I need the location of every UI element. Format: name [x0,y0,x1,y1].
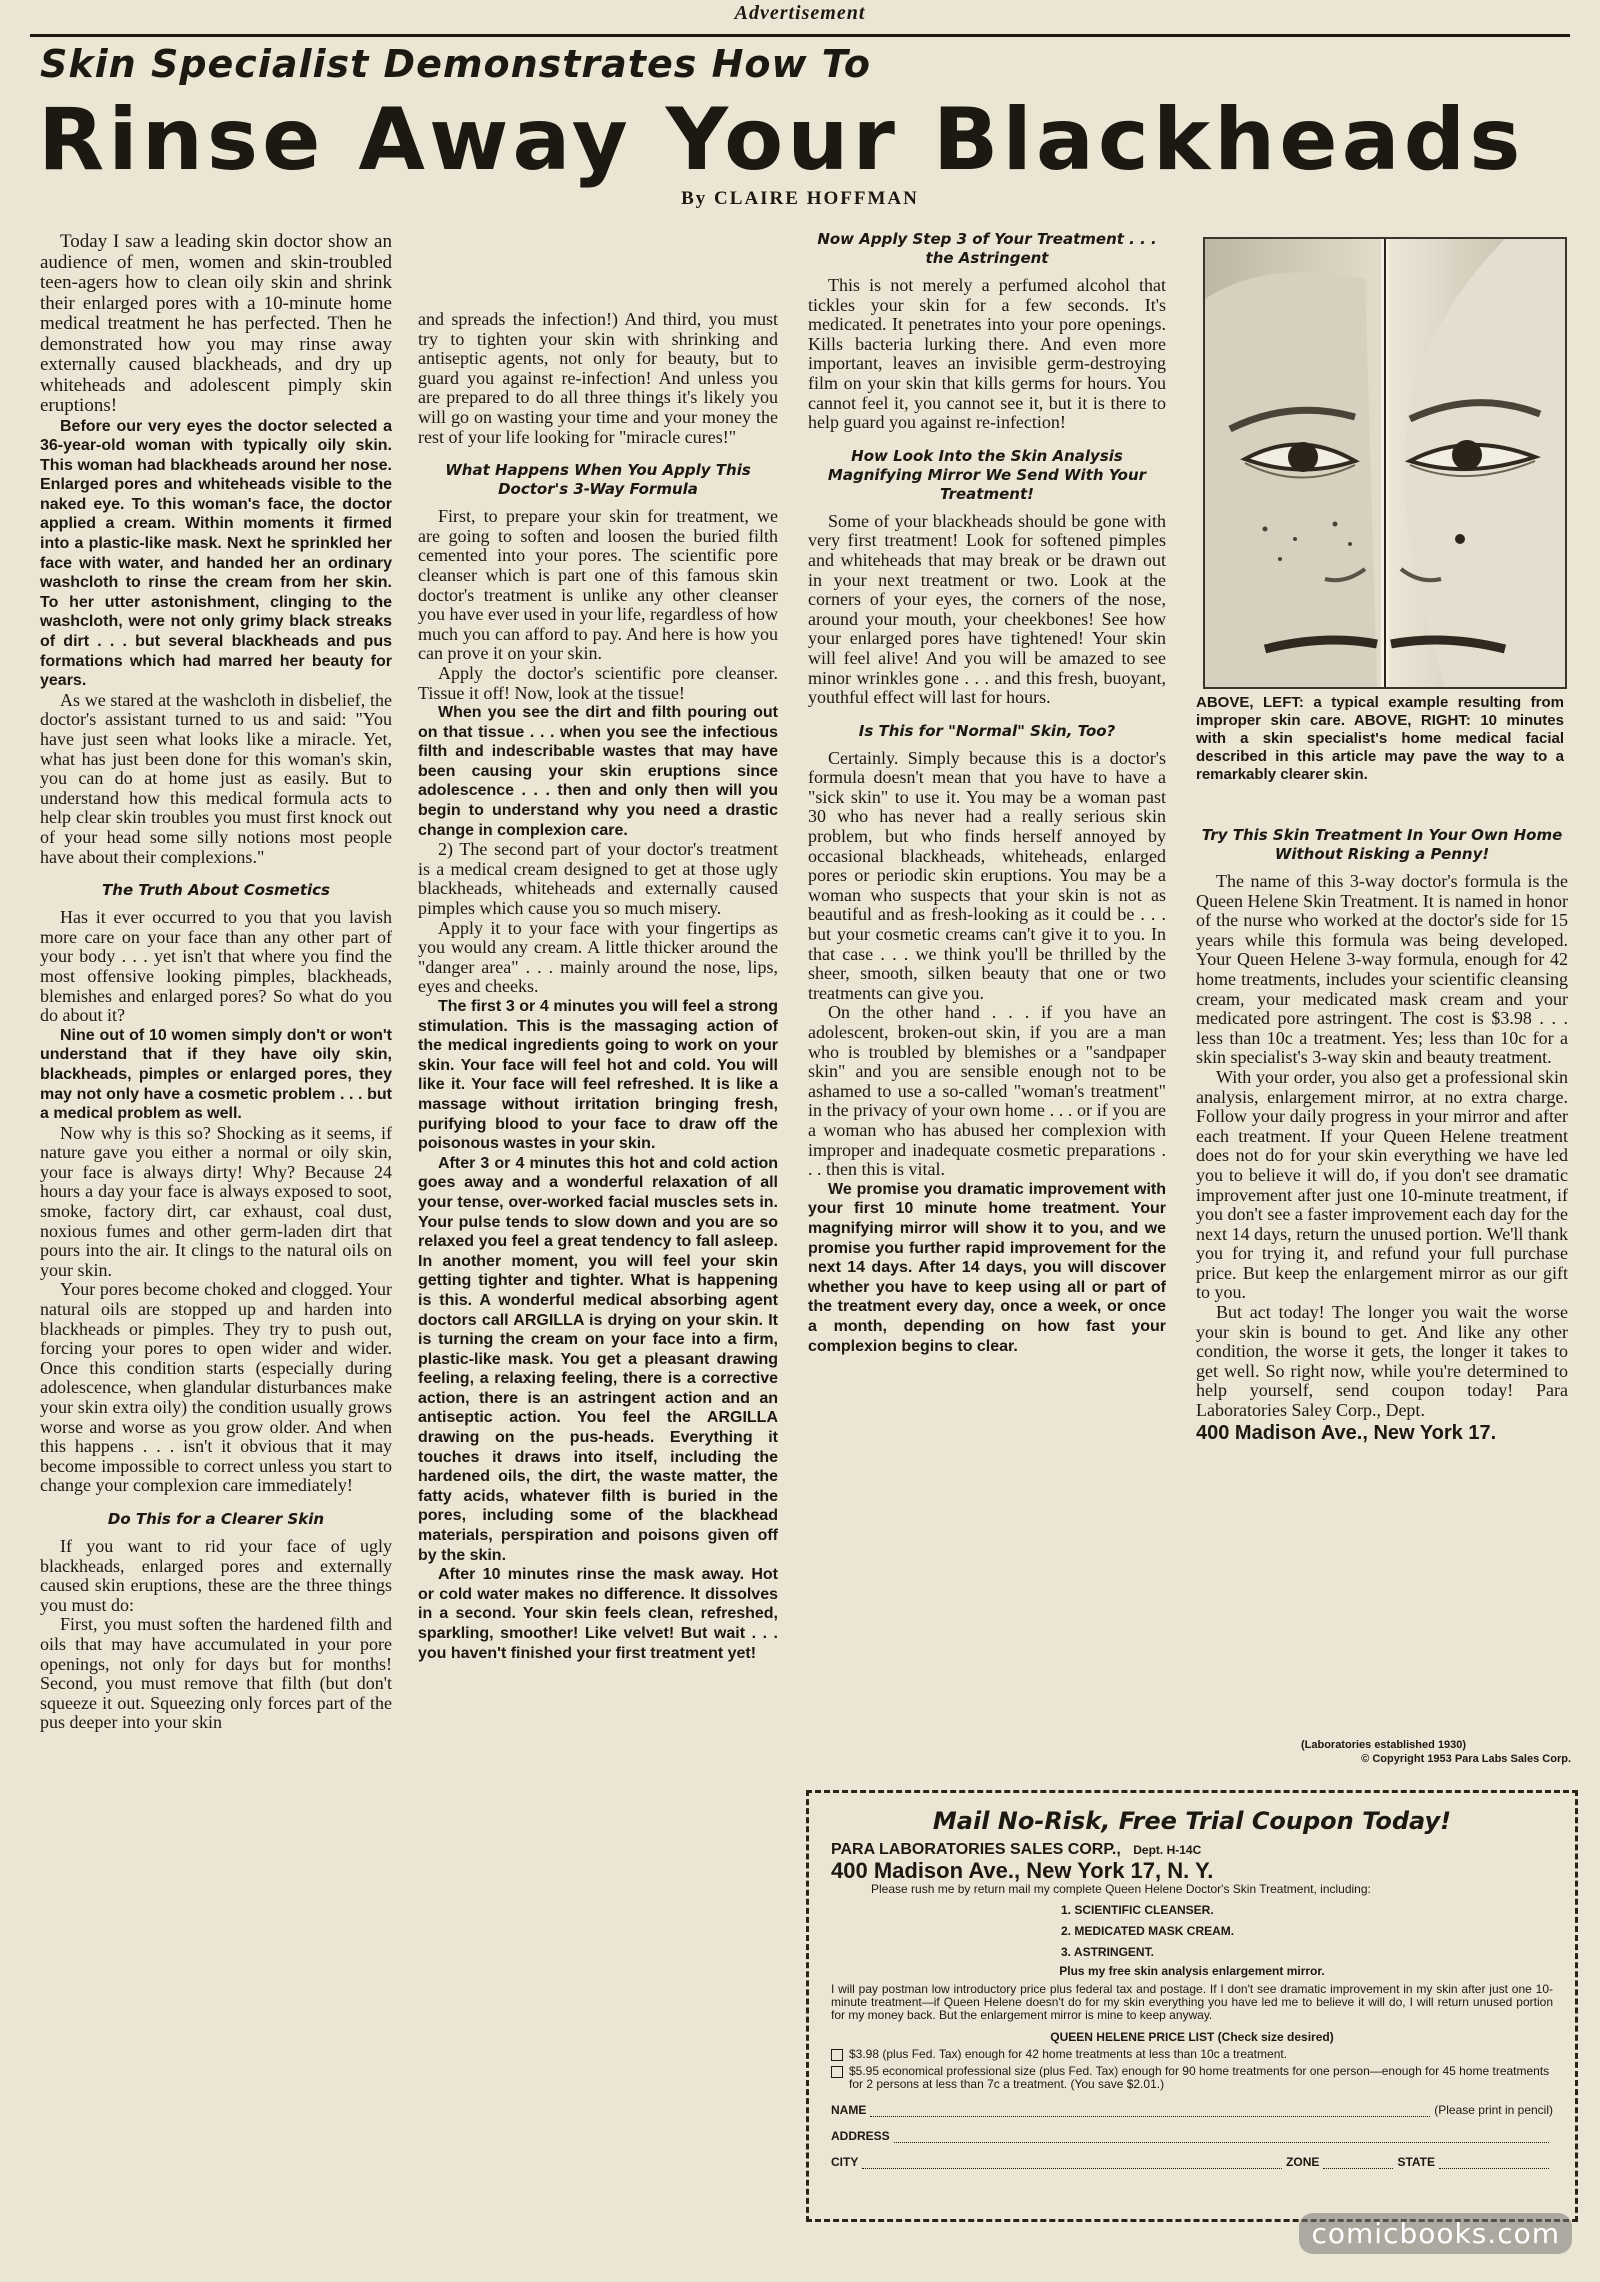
order-coupon[interactable] [806,1790,1578,2222]
price-option-1[interactable] [831,2048,1553,2061]
paragraph: Your pores become choked and clogged. Your natural oils are stopped up and harden into blackheads or pimples. They try to push out, forcing your pores to open wider and wider. Once this condition starts (especially during adolescence, when glandular disturbances make your skin extra oily) the condition usually grows worse and worse as you grow older. And when this happens . . . isn't it obvious that it may become impossible to correct unless you start to change your complexion care immediately! [40,1279,392,1496]
state-input-line[interactable] [1439,2158,1549,2169]
paragraph: Certainly. Simply because this is a doctor's formula doesn't mean that you have to have a "sick skin" to use it. You may be a woman past 30 who has never had a really serious skin problem, but who finds herself annoyed by occasional blackheads, whiteheads, enlarged pores or periodic skin eruptions. You may be a woman who suspects that your skin is not as beautiful and as fresh-looking as it could be . . . but your cosmetic creams can't give it to you. In that case . . . we think you'll be thrilled by the sheer, smooth, silken beauty that one or two treatments can give you. [808,747,1166,1003]
coupon-plus: Plus my free skin analysis enlargement mirror. [1059,1964,1325,1978]
city-input-line[interactable] [862,2158,1282,2169]
footnote [1196,1738,1571,1766]
coupon-item: 2. MEDICATED MASK CREAM. [1061,1924,1235,1938]
price-option-1-text: $3.98 (plus Fed. Tax) enough for 42 home treatments at less than 10c a treatment. [849,2047,1288,2061]
coupon-item: 1. SCIENTIFIC CLEANSER. [1061,1903,1214,1917]
paragraph: 2) The second part of your doctor's treatment is a medical cream designed to get at those ugly blackheads, whiteheads and externally caused pimples which cause you so much misery. [418,839,778,919]
paragraph: After 3 or 4 minutes this hot and cold action goes away and a wonderful relaxation of all your tense, over-worked facial muscles sets in. Your pulse tends to slow down and you are so relaxed you feel a great tendency to fall asleep. In another moment, you will feel your skin getting tighter and tighter. What is happening is this. A wonderful medical absorbing agent doctors call ARGILLA is drying on your skin. It is turning the cream on your face into a firm, plastic-like mask. You get a pleasant drawing feeling, a relaxing feeling, there is a corrective action, there is an astringent action and an antiseptic action. You feel the ARGILLA drawing on the pus-heads. Everything it touches it draws into itself, including the hardened oils, the dirt, the waste matter, the fatty acids, whatever filth is buried in the pores, including some of the blackhead materials, perspiration and poisons given off by the skin. [418,1154,778,1564]
paragraph: Apply it to your face with your fingertips as you would any cream. A little thicker around the "danger area" . . . mainly around the nose, lips, eyes and cheeks. [418,917,778,997]
subhead: Is This for "Normal" Skin, Too? [858,721,1116,740]
subhead: Now Apply Step 3 of Your Treatment . . . the Astringent [817,230,1157,267]
price-option-2[interactable] [831,2065,1553,2091]
subhead: What Happens When You Apply This Doctor's 3-Way Formula [445,461,751,499]
city-field[interactable] [831,2155,1553,2169]
paragraph: and spreads the infection!) And third, you must try to tighten your skin with shrinking and antiseptic agents, not only for beauty, but to guard you against re-infection! And unless you are prepared to do all three things it's likely you will go on wasting your time and your money the rest of your life looking for "miracle cures!" [418,309,778,447]
coupon-item: 3. ASTRINGENT. [1061,1945,1154,1959]
paragraph: Has it ever occurred to you that you lavish more care on your face than any other part of your body . . . yet isn't that where you find the most offensive looking pimples, blackheads, blemishes and enlarged pores? So what do you do about it? [40,907,392,1026]
checkbox-option-2[interactable] [831,2066,843,2078]
paragraph: Nine out of 10 women simply don't or won't understand that if they have oily skin, blackheads, pimples or enlarged pores, they may not only have a cosmetic problem . . . but a medical problem as well. [40,1026,392,1123]
paragraph: First, you must soften the hardened filth and oils that may have accumulated in your pore openings, not only for days but for months! Second, you must remove that filth (but don't squeeze it out. Squeezing only forces part of the pus deeper into your skin [40,1614,392,1733]
paragraph: If you want to rid your face of ugly blackheads, enlarged pores and externally caused skin eruptions, these are the three things you must do: [40,1535,392,1615]
column-3 [808,228,1166,1356]
paragraph: Now why is this so? Shocking as it seems, if nature gave you either a normal or oily skin, your face is always dirty! Why? Because 24 hours a day your face is always exposed to soot, smoke, factory dirt, car exhaust, coal dust, noxious fumes and other germ-laden dirt that pours into the air. It clings to the natural oils on your skin. [40,1122,392,1280]
paragraph: Before our very eyes the doctor selected a 36-year-old woman with typically oily skin. This woman had blackheads around her nose. Enlarged pores and whiteheads visible to the naked eye. To this woman's face, the doctor applied a cream. Within moments it firmed into a plastic-like mask. Next he sprinkled her face with water, and handed her an ordinary washcloth to rinse the cream from her skin. To her utter astonishment, clinging to the washcloth, were not only grimy black streaks of dirt . . . but several blackheads and pus formations which had marred her beauty for years. [40,417,392,690]
city-label: CITY [831,2155,859,2169]
column-2 [418,310,778,1663]
price-option-2-text: $5.95 economical professional size (plus Fed. Tax) enough for 90 home treatments for one person—enough for 45 home treatments for 2 persons at less than 7c a treatment. (You save $2.01.) [849,2064,1550,2091]
coupon-address: 400 Madison Ave., New York 17, N. Y. [831,1858,1214,1883]
coupon-terms: I will pay postman low introductory price plus federal tax and postage. If I don't see dramatic improvement in my skin after just one 10-minute treatment—if Queen Helene doesn't do for my skin everything you have led me to believe it will do, I will return unused portion for my money back. But the enlargement mirror is mine to keep anyway. [831,1982,1553,2022]
zone-label: ZONE [1286,2155,1320,2169]
headline: Rinse Away Your Blackheads [38,90,1525,190]
advertisement-label: Advertisement [734,2,866,24]
address-field[interactable] [831,2129,1553,2143]
state-label: STATE [1397,2155,1435,2169]
subhead: The Truth About Cosmetics [102,881,330,900]
coupon-firm [831,1841,1553,1859]
coupon-items [831,1900,1553,1963]
kicker: Skin Specialist Demonstrates How To [40,42,871,86]
watermark: comicbooks.com [1299,2213,1572,2254]
address-input-line[interactable] [894,2132,1549,2143]
paragraph: With your order, you also get a professional skin analysis, enlargement mirror, at no extra charge. Follow your daily progress in your mirror and after each treatment. If your Queen Helene treatment does not do for your skin everything we have led you to believe it will do, if you don't see dramatic improvement after just one 10-minute treatment, if you don't see a faster improvement each day for the next 14 days, return the unused portion. We'll thank you for trying it, and refund your full purchase price. But keep the enlargement mirror as our gift to you. [1196,1066,1568,1303]
checkbox-option-1[interactable] [831,2049,843,2061]
paragraph: When you see the dirt and filth pouring out on that tissue . . . when you see the infectious filth and indescribable wastes that may have been causing your skin eruptions since adolescence . . . then and only then will you begin to understand why you need a drastic change in complexion care. [418,704,778,839]
paragraph: Some of your blackheads should be gone with very first treatment! Look for softened pimples and whiteheads that may break or be drawn out in your next treatment or two. Look at the corners of your eyes, the corners of the nose, around your mouth, your cheekbones! See how your enlarged pores have tightened! Your skin will feel alive! And you will be amazed to see minor wrinkles gone . . . and this fresh, buoyant, youthful effect will last for hours. [808,510,1166,708]
column-1 [40,232,392,1733]
coupon-title: Mail No-Risk, Free Trial Coupon Today! [932,1807,1452,1835]
established-note: (Laboratories established 1930) [1300,1739,1467,1751]
column-4 [1196,824,1568,1445]
paragraph: On the other hand . . . if you have an adolescent, broken-out skin, if you are a man who is troubled by blemishes or a "sandpaper skin" and you are sensible enough not to be ashamed to use a so-called "woman's treatment" in the privacy of your own home . . . or if you are a woman who has abused her complexion with improper and inadequate cosmetic preparations . . . then this is vital. [808,1002,1166,1180]
paragraph: We promise you dramatic improvement with your first 10 minute home treatment. Your magnifying mirror will show it to you, and we promise you further rapid improvement for the next 14 days. After 14 days, you will discover whether you have to keep using all or part of the treatment every day, once a week, or once a month, depending on how fast your complexion begins to clear. [808,1180,1166,1355]
face-illustration [1205,239,1565,687]
intro-paragraph: Today I saw a leading skin doctor show an audience of men, women and skin-troubled teen-agers how to clean oily skin and shrink their enlarged pores with a 10-minute home medical treatment he has perfected. Then he demonstrated how you may rinse away externally caused blackheads, and dry up whiteheads and adolescent pimply skin eruptions! [40,231,392,416]
top-rule [30,34,1570,37]
paragraph: After 10 minutes rinse the mask away. Hot or cold water makes no difference. It dissolves in a second. Your skin feels clean, refreshed, sparkling, smoother! Like velvet! But wait . . . you haven't finished your first treatment yet! [418,1566,778,1662]
name-hint: (Please print in pencil) [1434,2103,1553,2117]
subhead: Do This for a Clearer Skin [107,1509,325,1528]
paragraph: The first 3 or 4 minutes you will feel a strong stimulation. This is the massaging action of the medical ingredients going to work on your skin. Your face will feel hot and cold. You will like it. Your face will feel refreshed. It is like a massage without irritation bringing fresh, purifying blood to your face to draw off the poisonous wastes in your skin. [418,998,778,1153]
coupon-dept: Dept. H-14C [1133,1843,1202,1857]
coupon-request: Please rush me by return mail my complete Queen Helene Doctor's Skin Treatment, including: [871,1882,1371,1896]
name-input-line[interactable] [870,2106,1430,2117]
paragraph: As we stared at the washcloth in disbelief, the doctor's assistant turned to us and said: "You have just seen what looks like a miracle. Yet, what has just been done for this woman's skin, you can do at home just as easily. But to understand how this medical formula acts to help clear skin troubles you must first knock out of your head some silly notions most people have about their complexions." [40,689,392,867]
copyright-note: © Copyright 1953 Para Labs Sales Corp. [1361,1753,1571,1765]
price-list-header: QUEEN HELENE PRICE LIST (Check size desired) [1050,2030,1334,2044]
before-after-photo [1203,237,1567,689]
byline: By CLAIRE HOFFMAN [681,188,919,209]
name-field[interactable] [831,2103,1553,2117]
name-label: NAME [831,2103,867,2117]
subhead: Try This Skin Treatment In Your Own Home Without Risking a Penny! [1201,826,1563,863]
company-address: 400 Madison Ave., New York 17. [1196,1421,1497,1444]
paragraph: But act today! The longer you wait the worse your skin is bound to get. And like any other condition, the worse it gets, the longer it takes to get well. So right now, while you're determined to help yourself, send coupon today! Para Laboratories Saley Corp., Dept. [1196,1302,1568,1421]
subhead: How Look Into the Skin Analysis Magnifying Mirror We Send With Your Treatment! [827,446,1147,503]
address-label: ADDRESS [831,2129,890,2143]
paragraph: First, to prepare your skin for treatment, we are going to soften and loosen the buried filth cemented into your pores. The scientific pore cleanser which is part one of this famous skin doctor's treatment is unlike any other cleanser you have ever used in your life, regardless of how much you can afford to pay. And here is how you can prove it on your skin. [418,506,778,664]
photo-caption: ABOVE, LEFT: a typical example resulting from improper skin care. ABOVE, RIGHT: 10 minutes with a skin specialist's home medical facial described in this article may pave the way to a remarkably clearer skin. [1196,694,1564,783]
coupon-firm-name: PARA LABORATORIES SALES CORP., [831,1841,1121,1858]
zone-input-line[interactable] [1323,2158,1393,2169]
paragraph: The name of this 3-way doctor's formula is the Queen Helene Skin Treatment. It is named in honor of the nurse who worked at the doctor's side for 15 years while this formula was being developed. Your Queen Helene 3-way formula, enough for 42 home treatments, includes your scientific cleansing cream, your medicated mask cream and your medicated pore astringent. The cost is $3.98 . . . less than 10c a treatment. Yes; less than 10c for a skin specialist's 3-way skin and beauty treatment. [1196,871,1568,1068]
paragraph: This is not merely a perfumed alcohol that tickles your skin for a few seconds. It's medicated. It penetrates into your pore openings. Kills bacteria lurking there. And even more important, leaves an invisible germ-destroying film on your skin that kills germs for hours. You cannot feel it, you cannot see it, but it is there to help guard you against re-infection! [808,275,1166,433]
paragraph: Apply the doctor's scientific pore cleanser. Tissue it off! Now, look at the tissue! [418,662,778,703]
